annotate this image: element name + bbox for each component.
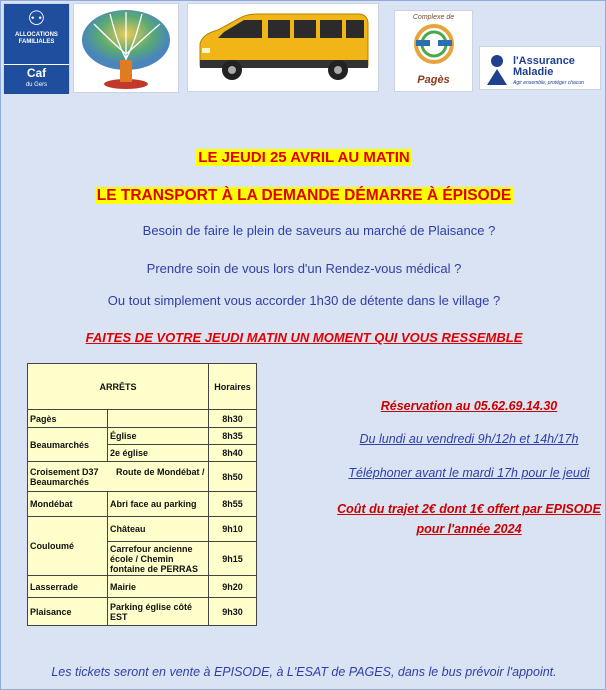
pages-top-text: Complexe de (412, 14, 455, 21)
commune-cell: Pagès (28, 410, 108, 428)
people-icon: ⚇ (27, 8, 46, 30)
time-cell: 8h50 (209, 462, 257, 492)
caf-logo (3, 3, 70, 93)
ticket-footer: Les tickets seront en vente à EPISODE, à L'ESAT de PAGES, dans le bus prévoir l'appoint. (51, 665, 557, 679)
stops-timetable (27, 363, 257, 626)
table-row (28, 576, 257, 598)
am-line1: l'Assurance (513, 55, 575, 67)
call-deadline: Téléphoner avant le mardi 17h pour le jeudi (348, 466, 590, 480)
headline-date: LE JEUDI 25 AVRIL AU MATIN (198, 149, 410, 166)
stop-cell: Mairie (108, 576, 209, 598)
time-cell: 8h35 (209, 428, 257, 445)
trip-cost (326, 499, 606, 539)
question-3: Ou tout simplement vous accorder 1h30 de détente dans le village ? (107, 293, 501, 308)
caf-name: Caf (26, 66, 47, 80)
time-cell: 9h10 (209, 517, 257, 542)
stop-cell: Église (108, 428, 209, 445)
commune-cell: Lasserrade (28, 576, 108, 598)
reservation-phone: Réservation au 05.62.69.14.30 (380, 399, 558, 413)
stop-cell: Carrefour ancienne école / Chemin fontaine de PERRAS (108, 542, 209, 576)
time-cell: 8h40 (209, 445, 257, 462)
crossroads-cell: Croisement D37 Route de Mondébat / Beaumarchés (28, 462, 209, 492)
caf-line2: FAMILIALES (18, 39, 55, 45)
header-stops: ARRÊTS (28, 364, 209, 410)
am-tagline: Agir ensemble, protéger chacun (513, 80, 584, 86)
time-cell: 8h30 (209, 410, 257, 428)
pages-bottom-text: Pagès (417, 74, 450, 86)
am-line2: Maladie (513, 66, 554, 78)
question-1: Besoin de faire le plein de saveurs au marché de Plaisance ? (142, 223, 496, 238)
office-hours: Du lundi au vendredi 9h/12h et 14h/17h (359, 432, 579, 446)
stop-cell: Parking église côté EST (108, 598, 209, 626)
commune-cell: Couloumé (28, 517, 108, 576)
stop-cell: Château (108, 517, 209, 542)
caf-dept: du Gers (25, 82, 48, 88)
table-row (28, 517, 257, 542)
trip-cost-line1: Coût du trajet 2€ dont 1€ offert par EPISODE (337, 502, 601, 516)
time-cell: 8h55 (209, 492, 257, 517)
table-row (28, 492, 257, 517)
minibus-image (187, 3, 379, 92)
commune-cell: Mondébat (28, 492, 108, 517)
headline-transport: LE TRANSPORT À LA DEMANDE DÉMARRE À ÉPISODE (96, 187, 512, 204)
table-row (28, 598, 257, 626)
complexe-pages-logo (394, 10, 473, 92)
table-row (28, 410, 257, 428)
slogan: FAITES DE VOTRE JEUDI MATIN UN MOMENT QUI VOUS RESSEMBLE (85, 330, 523, 345)
table-row (28, 428, 257, 445)
table-header-row (28, 364, 257, 410)
stop-cell: Abri face au parking (108, 492, 209, 517)
time-cell: 9h15 (209, 542, 257, 576)
caf-line1: ALLOCATIONS (15, 32, 58, 38)
stop-cell (108, 410, 209, 428)
tree-logo (73, 3, 179, 93)
commune-cell: Beaumarchés (28, 428, 108, 462)
commune-cell: Plaisance (28, 598, 108, 626)
question-2: Prendre soin de vous lors d'un Rendez-vous médical ? (146, 261, 462, 276)
time-cell: 9h30 (209, 598, 257, 626)
header-times: Horaires (209, 364, 257, 410)
assurance-maladie-logo (479, 46, 601, 90)
stop-cell: 2e église (108, 445, 209, 462)
trip-cost-line2: pour l'année 2024 (416, 522, 522, 536)
table-row (28, 462, 257, 492)
time-cell: 9h20 (209, 576, 257, 598)
